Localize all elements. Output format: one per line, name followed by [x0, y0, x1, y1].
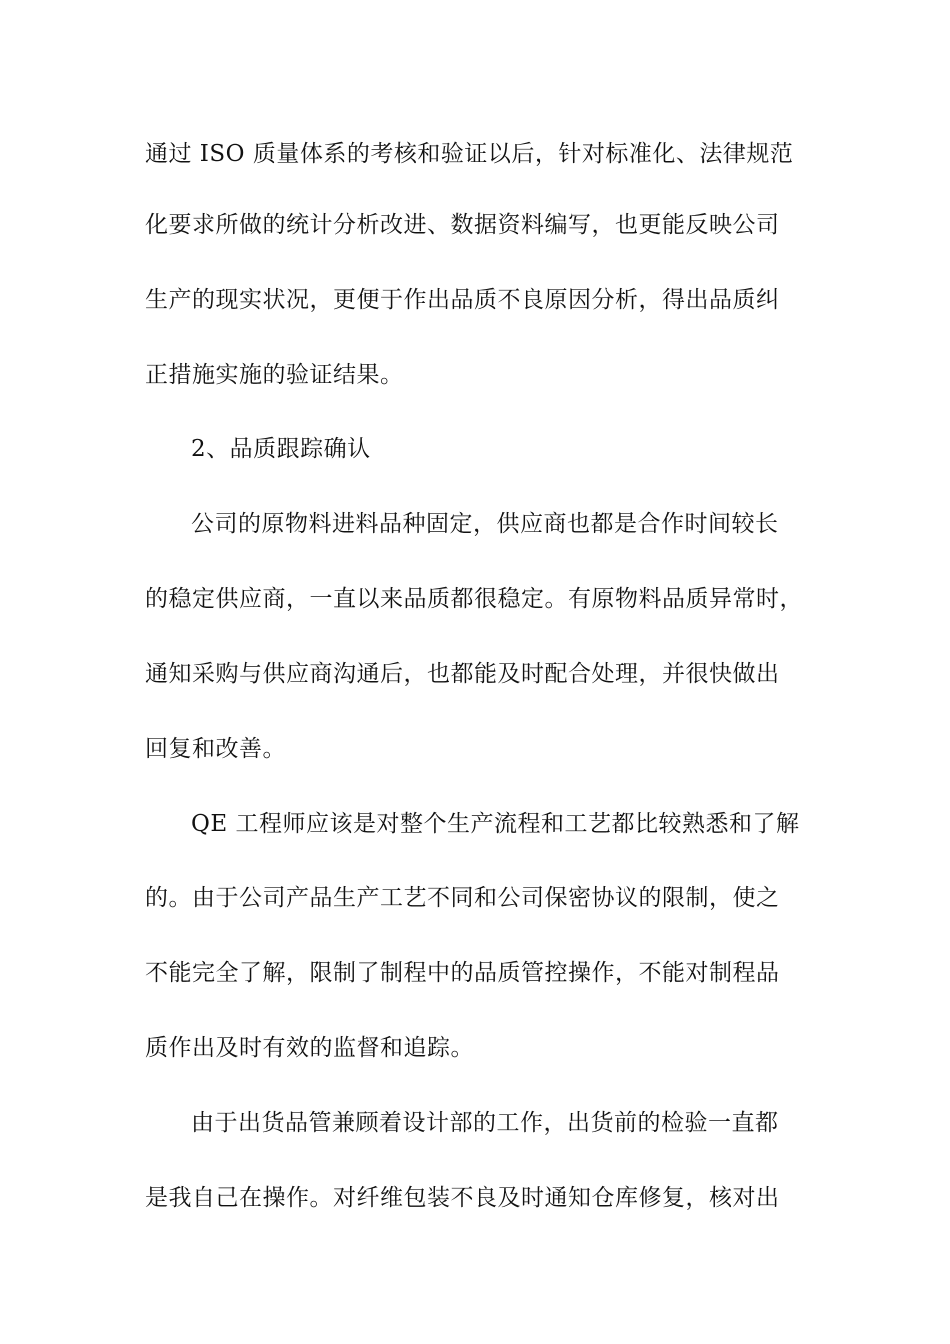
body-text-line: 通过 ISO 质量体系的考核和验证以后，针对标准化、法律规范 — [145, 141, 794, 167]
body-text-line: 生产的现实状况，更便于作出品质不良原因分析，得出品质纠 — [145, 287, 780, 313]
body-text-line: 公司的原物料进料品种固定，供应商也都是合作时间较长 — [191, 511, 779, 537]
body-text-line: 的。由于公司产品生产工艺不同和公司保密协议的限制，使之 — [145, 885, 780, 911]
body-text-line: 通知采购与供应商沟通后，也都能及时配合处理，并很快做出 — [145, 661, 780, 687]
body-text-line: 正措施实施的验证结果。 — [145, 362, 404, 388]
body-text-line: 的稳定供应商，一直以来品质都很稳定。有原物料品质异常时， — [145, 586, 803, 612]
body-text-line: 回复和改善。 — [145, 736, 286, 762]
body-text-line: 是我自己在操作。对纤维包装不良及时通知仓库修复，核对出 — [145, 1185, 780, 1211]
body-text-line: 化要求所做的统计分析改进、数据资料编写，也更能反映公司 — [145, 212, 780, 238]
body-text-line: QE 工程师应该是对整个生产流程和工艺都比较熟悉和了解 — [191, 811, 800, 837]
section-heading: 2、品质跟踪确认 — [191, 436, 371, 462]
body-text-line: 由于出货品管兼顾着设计部的工作，出货前的检验一直都 — [191, 1110, 779, 1136]
body-text-line: 质作出及时有效的监督和追踪。 — [145, 1035, 474, 1061]
body-text-line: 不能完全了解，限制了制程中的品质管控操作，不能对制程品 — [145, 960, 780, 986]
